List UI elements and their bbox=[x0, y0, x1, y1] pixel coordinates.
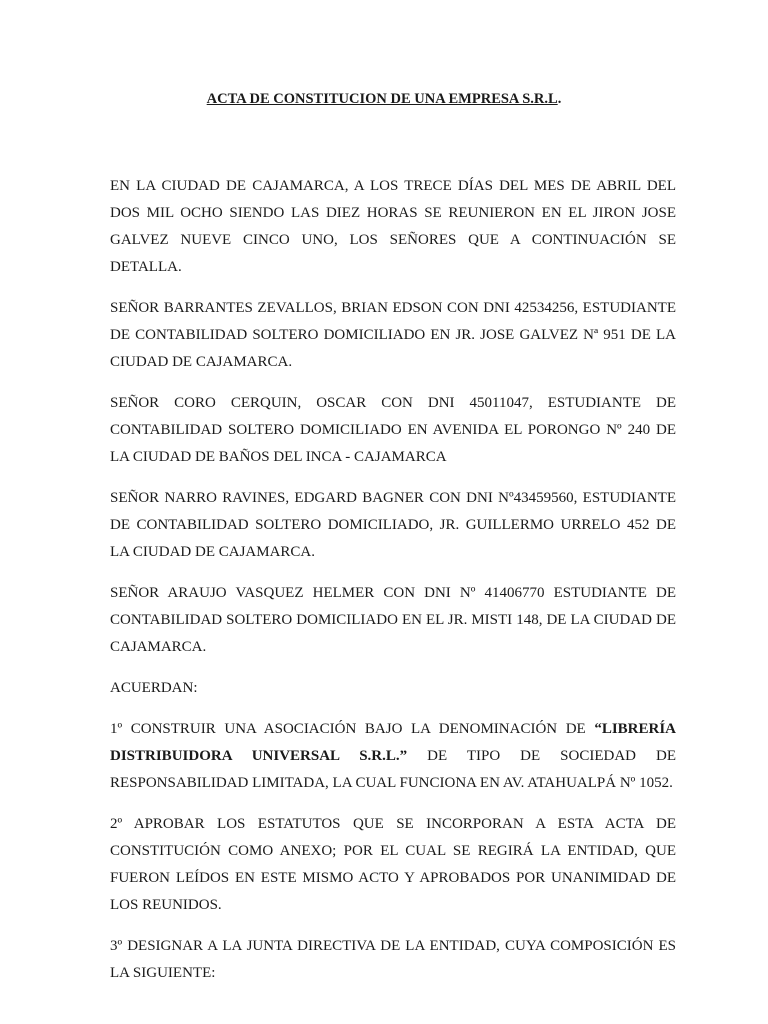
member-paragraph-barrantes: SEÑOR BARRANTES ZEVALLOS, BRIAN EDSON CON DNI 42534256, ESTUDIANTE DE CONTABILIDAD SOLTERO DOMICILIADO EN JR. JOSE GALVEZ Nª 951 DE LA CIUDAD DE CAJAMARCA. bbox=[110, 300, 676, 370]
document-title-suffix: . bbox=[557, 91, 562, 107]
agreement-item-1-pre: 1º CONSTRUIR UNA ASOCIACIÓN BAJO LA DENOMINACIÓN DE bbox=[110, 721, 595, 737]
agreement-item-3: 3º DESIGNAR A LA JUNTA DIRECTIVA DE LA ENTIDAD, CUYA COMPOSICIÓN ES LA SIGUIENTE: bbox=[110, 938, 676, 981]
agreement-item-1 bbox=[110, 716, 676, 797]
agreement-item-1-post: DE TIPO DE SOCIEDAD DE RESPONSABILIDAD LIMITADA, LA CUAL FUNCIONA EN AV. ATAHUALPÁ Nº 1052. bbox=[110, 748, 676, 791]
document-title bbox=[0, 91, 768, 108]
document-body bbox=[110, 173, 676, 987]
acuerdan-heading: ACUERDAN: bbox=[110, 680, 198, 696]
company-name: “LIBRERÍA DISTRIBUIDORA UNIVERSAL S.R.L.” bbox=[110, 721, 676, 764]
member-paragraph-narro: SEÑOR NARRO RAVINES, EDGARD BAGNER CON DNI Nº43459560, ESTUDIANTE DE CONTABILIDAD SOLTERO DOMICILIADO, JR. GUILLERMO URRELO 452 DE LA CIUDAD DE CAJAMARCA. bbox=[110, 490, 676, 560]
intro-paragraph: EN LA CIUDAD DE CAJAMARCA, A LOS TRECE DÍAS DEL MES DE ABRIL DEL DOS MIL OCHO SIENDO LAS DIEZ HORAS SE REUNIERON EN EL JIRON JOSE GALVEZ NUEVE CINCO UNO, LOS SEÑORES QUE A CONTINUACIÓN SE DETALLA. bbox=[110, 178, 676, 275]
member-paragraph-araujo: SEÑOR ARAUJO VASQUEZ HELMER CON DNI Nº 41406770 ESTUDIANTE DE CONTABILIDAD SOLTERO DOMICILIADO EN EL JR. MISTI 148, DE LA CIUDAD DE CAJAMARCA. bbox=[110, 585, 676, 655]
document-title-text: ACTA DE CONSTITUCION DE UNA EMPRESA S.R.L bbox=[206, 91, 558, 107]
member-paragraph-coro: SEÑOR CORO CERQUIN, OSCAR CON DNI 45011047, ESTUDIANTE DE CONTABILIDAD SOLTERO DOMICILIADO EN AVENIDA EL PORONGO Nº 240 DE LA CIUDAD DE BAÑOS DEL INCA - CAJAMARCA bbox=[110, 395, 676, 465]
agreement-item-2: 2º APROBAR LOS ESTATUTOS QUE SE INCORPORAN A ESTA ACTA DE CONSTITUCIÓN COMO ANEXO; POR EL CUAL SE REGIRÁ LA ENTIDAD, QUE FUERON LEÍDOS EN ESTE MISMO ACTO Y APROBADOS POR UNANIMIDAD DE LOS REUNIDOS. bbox=[110, 816, 676, 913]
